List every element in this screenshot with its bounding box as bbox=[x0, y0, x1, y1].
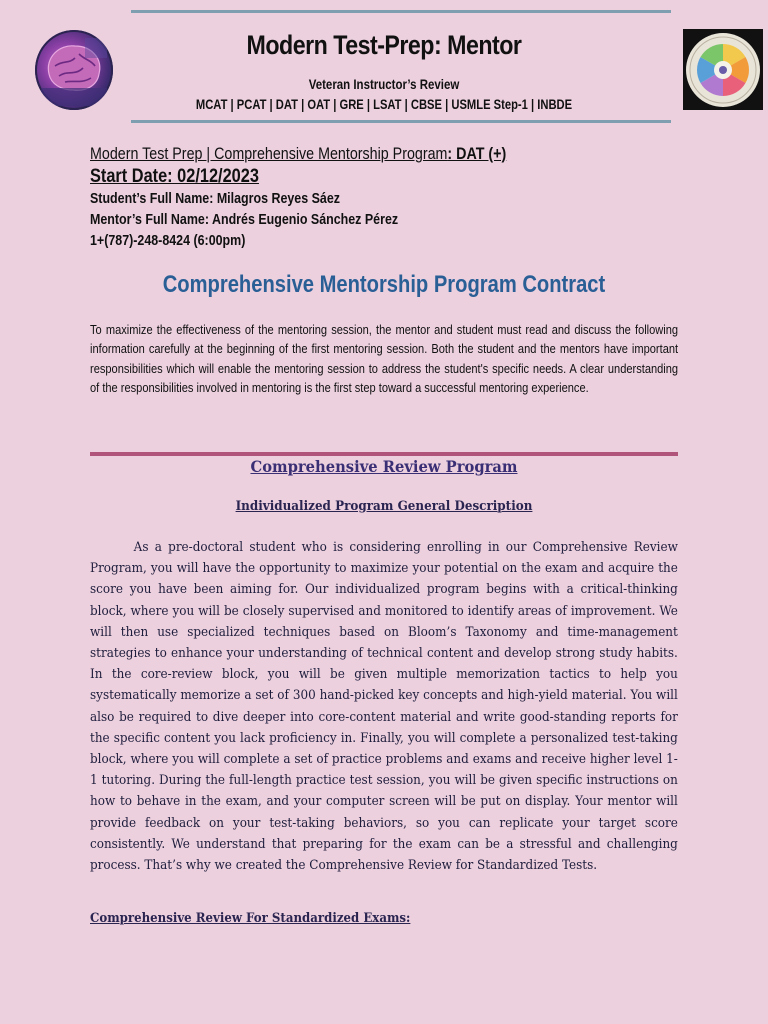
standardized-exams-heading: Comprehensive Review For Standardized Exams: bbox=[90, 911, 411, 926]
brain-logo-icon bbox=[35, 30, 113, 110]
header-title: Modern Test-Prep: Mentor bbox=[246, 30, 522, 60]
header-exam-list: MCAT | PCAT | DAT | OAT | GRE | LSAT | CBSE | USMLE Step-1 | INBDE bbox=[195, 96, 573, 112]
program-label: Modern Test Prep | Comprehensive Mentorship Program bbox=[90, 144, 448, 163]
intro-paragraph: To maximize the effectiveness of the mentoring session, the mentor and student must read and discuss the following information carefully at the beginning of the first mentoring session. Both the student and the mentors have important responsibilities which will enable the mentoring session to address the student's specific needs. A clear understanding of the responsibilities involved in mentoring is the first step toward a successful mentoring experience. bbox=[90, 322, 679, 396]
start-date: Start Date: 02/12/2023 bbox=[90, 166, 259, 187]
color-wheel-logo-icon bbox=[683, 29, 763, 110]
program-line bbox=[90, 144, 594, 164]
program-exam: : DAT (+) bbox=[447, 144, 507, 163]
section-divider bbox=[90, 452, 678, 456]
section-title: Comprehensive Review Program bbox=[250, 457, 518, 476]
contact-phone: 1+(787)-248-8424 (6:00pm) bbox=[90, 232, 246, 249]
header-bottom-rule bbox=[131, 120, 671, 123]
header-top-rule bbox=[131, 10, 671, 13]
contract-title: Comprehensive Mentorship Program Contract bbox=[162, 271, 606, 298]
mentor-name: Mentor’s Full Name: Andrés Eugenio Sánchez Pérez bbox=[90, 211, 399, 228]
student-name: Student’s Full Name: Milagros Reyes Sáez bbox=[90, 190, 340, 207]
program-description-paragraph: As a pre-doctoral student who is considering enrolling in our Comprehensive Review Program, you will have the opportunity to maximize your potential on the exam and acquire the score you have been aiming for. Our individualized program begins with a critical-thinking block, where you will be closely supervised and monitored to identify areas of improvement. We will then use specialized techniques based on Bloom’s Taxonomy and time-management strategies to enhance your understanding of technical content and develop strong study habits. In the core-review block, you will be given multiple memorization tactics to help you systematically memorize a set of 300 hand-picked key concepts and high-yield material. You will also be required to dive deeper into core-content material and write good-standing reports for the specific content you lack proficiency in. Finally, you will complete a personalized test-taking block, where you will complete a set of practice problems and exams and receive higher level 1-1 tutoring. During the full-length practice test session, you will be given specific instructions on how to behave in the exam, and your computer screen will be put on display. Your mentor will provide feedback on your test-taking behaviors, so you can replicate your target score consistently. We understand that preparing for the exam can be a stressful and challenging process. That’s why we created the Comprehensive Review for Standardized Tests. bbox=[90, 540, 678, 874]
header-subtitle: Veteran Instructor’s Review bbox=[308, 76, 460, 92]
section-subtitle: Individualized Program General Description bbox=[235, 499, 533, 514]
